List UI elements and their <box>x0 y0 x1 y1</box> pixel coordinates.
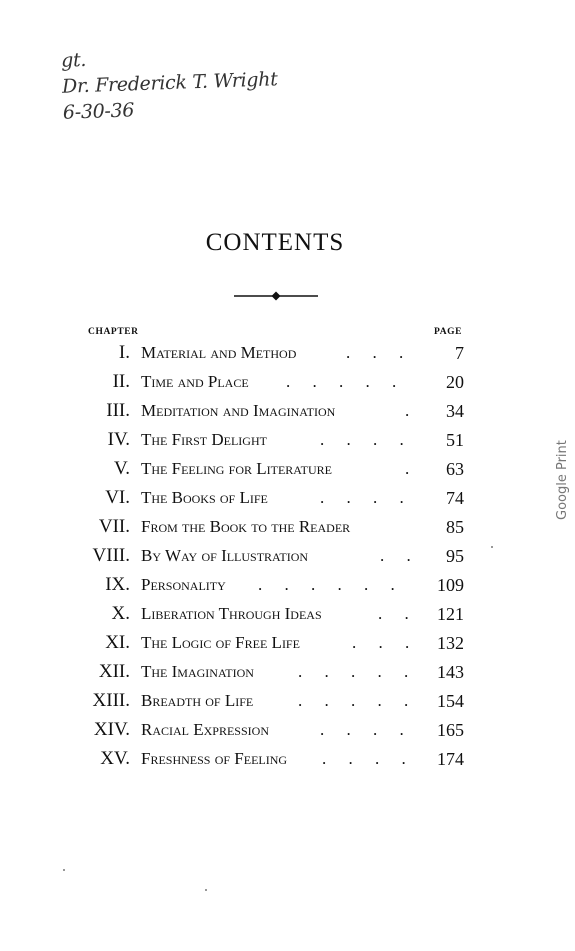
page-number: 7 <box>455 343 464 363</box>
toc-row[interactable] <box>0 601 575 630</box>
leader-dots: . <box>405 401 419 420</box>
chapter-title: Material and Method <box>141 343 297 362</box>
page-number: 165 <box>437 720 464 740</box>
leader-dots: . . . . <box>320 720 413 739</box>
chapter-title: Breadth of Life <box>141 691 254 710</box>
page-number: 51 <box>446 430 464 450</box>
toc-row[interactable] <box>0 572 575 601</box>
chapter-title: The Imagination <box>141 662 254 681</box>
toc-row[interactable] <box>0 514 575 543</box>
toc-row[interactable] <box>0 688 575 717</box>
toc-row[interactable] <box>0 630 575 659</box>
chapter-title: Time and Place <box>141 372 249 391</box>
toc-row[interactable] <box>0 456 575 485</box>
chapter-number: V. <box>113 458 130 479</box>
leader-dots: . . <box>378 604 418 623</box>
page-number: 34 <box>446 401 464 421</box>
chapter-title: Racial Expression <box>141 720 269 739</box>
page-number: 174 <box>437 749 464 769</box>
page-number: 95 <box>446 546 464 566</box>
leader-dots: . <box>405 459 419 478</box>
toc-row[interactable] <box>0 398 575 427</box>
leader-dots: . . . <box>346 343 413 362</box>
inscription-line-1: gt. <box>60 48 87 72</box>
chapter-title: From the Book to the Reader <box>141 517 351 536</box>
chapter-title: The Books of Life <box>141 488 268 507</box>
chapter-title: Liberation Through Ideas <box>141 604 322 623</box>
chapter-title: The Feeling for Literature <box>141 459 332 478</box>
page-column-header: PAGE <box>434 327 463 337</box>
chapter-number: IX. <box>105 574 130 595</box>
leader-dots: . . . . . . <box>258 575 404 594</box>
toc-row[interactable] <box>0 369 575 398</box>
chapter-number: XIV. <box>93 719 130 740</box>
toc-row[interactable] <box>0 717 575 746</box>
inscription-line-2: Dr. Frederick T. Wright <box>61 68 278 98</box>
chapter-number: IV. <box>107 429 130 450</box>
page-number: 121 <box>437 604 464 624</box>
chapter-number: II. <box>112 371 130 392</box>
title-ornament-divider <box>234 290 318 302</box>
chapter-number: XV. <box>100 748 130 769</box>
chapter-number: III. <box>106 400 130 421</box>
page-title: CONTENTS <box>205 229 345 256</box>
chapter-number: VI. <box>105 487 130 508</box>
chapter-title: By Way of Illustration <box>141 546 309 565</box>
toc-row[interactable] <box>0 340 575 369</box>
handwritten-inscription <box>61 40 279 125</box>
page-number: 20 <box>446 372 464 392</box>
leader-dots: . . . . <box>322 749 415 768</box>
google-print-watermark: Google Print <box>555 440 570 520</box>
page-number: 63 <box>446 459 464 479</box>
chapter-number: VII. <box>98 516 130 537</box>
inscription-line-3: 6-30-36 <box>62 99 135 124</box>
toc-row[interactable] <box>0 659 575 688</box>
leader-dots: . . <box>380 546 420 565</box>
chapter-number: I. <box>118 342 130 363</box>
chapter-number: XII. <box>98 661 130 682</box>
page-number: 85 <box>446 517 464 537</box>
leader-dots: . . . . . <box>298 662 418 681</box>
scan-speck <box>491 546 493 548</box>
chapter-title: The Logic of Free Life <box>141 633 300 652</box>
chapter-title: Personality <box>141 575 226 594</box>
page-number: 74 <box>446 488 464 508</box>
chapter-column-header: CHAPTER <box>88 327 139 337</box>
page-number: 154 <box>437 691 464 711</box>
page-number: 143 <box>437 662 464 682</box>
toc-row[interactable] <box>0 543 575 572</box>
leader-dots: . . . <box>352 633 419 652</box>
chapter-title: Meditation and Imagination <box>141 401 336 420</box>
scan-speck <box>205 889 207 891</box>
leader-dots: . . . . <box>320 430 413 449</box>
chapter-title: Freshness of Feeling <box>141 749 288 768</box>
chapter-number: X. <box>111 603 130 624</box>
leader-dots: . . . . <box>320 488 413 507</box>
leader-dots: . . . . . <box>298 691 418 710</box>
page-number: 109 <box>437 575 464 595</box>
toc-row[interactable] <box>0 746 575 775</box>
leader-dots: . . . . . <box>286 372 406 391</box>
toc-row[interactable] <box>0 427 575 456</box>
page-number: 132 <box>437 633 464 653</box>
chapter-number: XI. <box>105 632 130 653</box>
chapter-number: XIII. <box>92 690 130 711</box>
toc-row[interactable] <box>0 485 575 514</box>
scan-speck <box>63 869 65 871</box>
chapter-number: VIII. <box>92 545 130 566</box>
chapter-title: The First Delight <box>141 430 267 449</box>
